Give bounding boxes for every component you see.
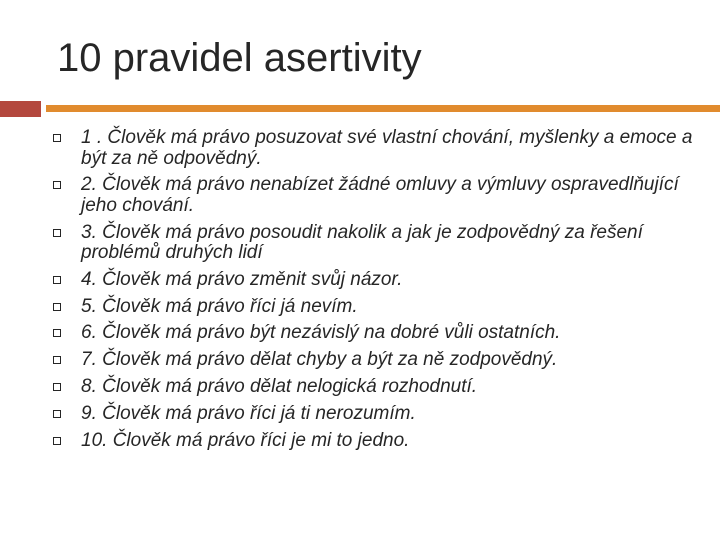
bullet-text: 1 . Člověk má právo posuzovat své vlastní chování, myšlenky a emoce a být za ně odpovědný. <box>81 127 693 169</box>
bullet-item <box>50 223 700 264</box>
title-divider-accent-bar <box>46 105 720 112</box>
bullet-text: 9. Člověk má právo říci já ti nerozumím. <box>81 402 416 424</box>
square-bullet-icon <box>53 181 61 189</box>
bullet-text: 4. Člověk má právo změnit svůj názor. <box>81 268 403 290</box>
bullet-item <box>50 297 700 318</box>
square-bullet-icon <box>53 229 61 237</box>
bullet-text: 3. Člověk má právo posoudit nakolik a jak je zodpovědný za řešení problémů druhých lidí <box>81 221 643 264</box>
bullet-item <box>50 350 700 371</box>
bullet-item <box>50 270 700 291</box>
bullet-item <box>50 323 700 344</box>
bullet-list <box>50 128 700 457</box>
title-divider-dark-block <box>0 101 41 117</box>
bullet-text: 7. Člověk má právo dělat chyby a být za ně zodpovědný. <box>81 349 558 371</box>
square-bullet-icon <box>53 356 61 364</box>
bullet-item <box>50 431 700 452</box>
bullet-text: 10. Člověk má právo říci je mi to jedno. <box>81 429 410 451</box>
square-bullet-icon <box>53 383 61 391</box>
bullet-item <box>50 128 700 169</box>
square-bullet-icon <box>53 134 61 142</box>
bullet-text: 2. Člověk má právo nenabízet žádné omluvy a výmluvy ospravedlňující jeho chování. <box>81 174 679 216</box>
square-bullet-icon <box>53 329 61 337</box>
square-bullet-icon <box>53 276 61 284</box>
square-bullet-icon <box>53 437 61 445</box>
bullet-item <box>50 175 700 216</box>
bullet-item <box>50 404 700 425</box>
slide-title: 10 pravidel asertivity <box>57 36 422 80</box>
bullet-item <box>50 377 700 398</box>
bullet-text: 5. Člověk má právo říci já nevím. <box>81 295 358 317</box>
square-bullet-icon <box>53 303 61 311</box>
bullet-text: 8. Člověk má právo dělat nelogická rozhodnutí. <box>81 376 478 398</box>
bullet-text: 6. Člověk má právo být nezávislý na dobré vůli ostatních. <box>81 322 561 344</box>
square-bullet-icon <box>53 410 61 418</box>
